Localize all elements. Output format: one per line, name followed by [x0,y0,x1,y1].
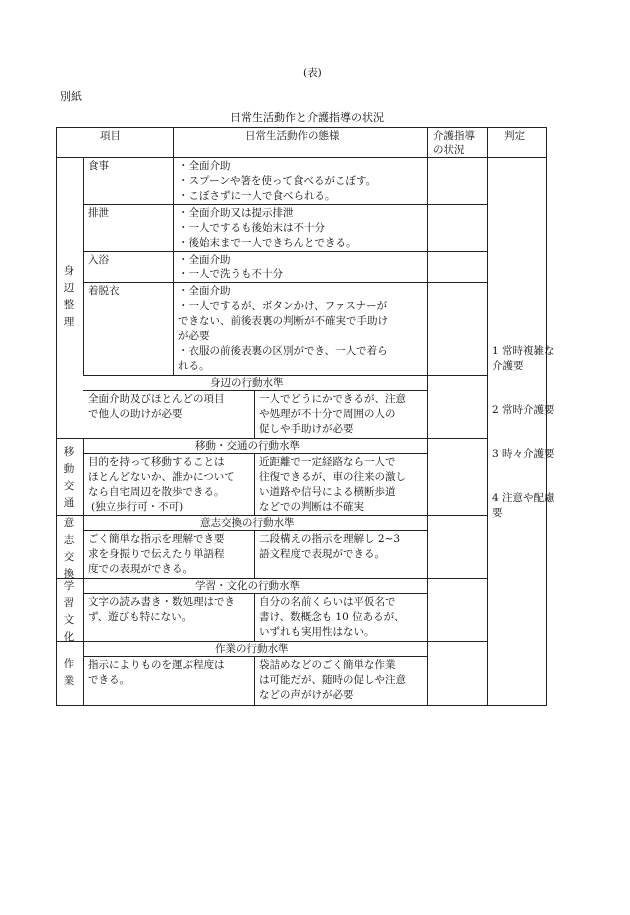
standard-right-line: 一人でどうにかできるが、注意 [259,393,406,405]
col-header-care-2: の状況 [433,144,465,156]
standard-title-gakushu: 学習・文化の行動水準 [195,580,300,592]
row-line: ・一人でするも後始末は不十分 [178,222,325,234]
col-header-item: 項目 [100,130,121,142]
category-ishi: 意 志 交 換 [63,517,75,580]
row-line: ・全面介助 [178,285,231,297]
col-header-care-1: 介護指導 [433,130,475,142]
standard-right-line: 書け、数概念も 10 位あるが、 [259,611,405,623]
standard-left-line: なら自宅周辺を散歩できる。 [88,486,225,498]
standard-right-line: 二段構えの指示を理解し 2~3 [259,533,400,545]
standard-left-line: 度での表現ができる。 [88,563,193,575]
standard-right-line: 自分の名前くらいは平仮名で [259,596,396,608]
category-sagyo: 作 業 [63,658,75,687]
standard-left-line: ほとんどないか、誰かについて [88,471,235,483]
standard-title-sagyo: 作業の行動水準 [215,643,289,655]
row-label-nyuyoku: 入浴 [88,254,109,266]
standard-right-line: や処理が不十分で周囲の人の [259,408,396,420]
standard-right-line: いずれも実用性はない。 [259,626,375,638]
bessi-label: 別紙 [60,90,82,103]
standard-title-shinpen: 身辺の行動水準 [210,377,284,389]
row-line: ・全面介助 [178,254,231,266]
standard-left-line: (独立歩行可・不可) [91,501,184,513]
row-label-shokuji: 食事 [88,160,109,172]
row-line: ・こぼさずに一人で食べられる。 [178,190,336,202]
standard-left-line: 求を身振りで伝えたり単語程 [88,548,225,560]
standard-right-line: などでの判断は不確実 [259,501,364,513]
standard-left-line: 文字の読み書き・数処理はでき [88,596,235,608]
row-label-haisetsu: 排泄 [88,207,109,219]
row-line: ・一人でするが、ボタンかけ、ファスナーが [178,300,388,312]
standard-right-line: 促しや手助けが必要 [259,423,354,435]
standard-left-line: で他人の助けが必要 [88,408,183,420]
standard-left-line: ごく簡単な指示を理解でき要 [88,533,225,545]
category-ido: 移 動 交 通 [63,446,75,509]
standard-left-line: 全面介助及びほとんどの項目 [88,393,225,405]
row-label-chakudatsui: 着脱衣 [88,285,120,297]
standard-right-line: などの声がけが必要 [259,689,354,701]
row-line: ・スプーンや箸を使って食べるがこぼす。 [178,175,377,187]
standard-left-line: できる。 [88,674,130,686]
judgment-4: 4 注意や配慮 [492,492,555,504]
table-title: 日常生活動作と介護指導の状況 [230,111,384,124]
row-line: ・全面介助 [178,160,231,172]
standard-title-ido: 移動・交通の行動水準 [195,440,300,452]
row-line: ・一人で洗うも不十分 [178,268,283,280]
standard-left-line: 指示によりものを運ぶ程度は [88,659,225,671]
paren-title: (表) [303,67,322,79]
row-line: が必要 [178,330,210,342]
judgment-3: 3 時々介護要 [492,448,555,460]
standard-right-line: い道路や信号による横断歩道 [259,486,396,498]
judgment-2: 2 常時介護要 [492,404,555,416]
col-header-judge: 判定 [504,130,525,142]
category-gakushu: 学 習 文 化 [63,580,75,643]
judgment-4-cont: 要 [492,507,503,519]
row-line: できない、前後表裏の判断が不確実で手助け [178,315,388,327]
standard-left-line: 目的を持って移動することは [88,456,225,468]
judgment-1-cont: 介護要 [492,360,524,372]
standard-left-line: ず、遊びも特にない。 [88,611,193,623]
standard-right-line: 往復できるが、車の往来の激し [259,471,406,483]
standard-right-line: は可能だが、随時の促しや注意 [259,674,406,686]
row-line: ・後始末まで一人できちんとできる。 [178,237,357,249]
standard-title-ishi: 意志交換の行動水準 [200,517,295,529]
col-header-aspect: 日常生活動作の態様 [245,130,340,142]
category-shinpen: 身 辺 整 理 [63,265,75,328]
row-line: れる。 [178,360,210,372]
standard-right-line: 近距離で一定経路なら一人で [259,456,396,468]
standard-right-line: 袋詰めなどのごく簡単な作業 [259,659,396,671]
row-line: ・全面介助又は提示排泄 [178,207,294,219]
standard-right-line: 語文程度で表現ができる。 [259,548,385,560]
row-line: ・衣服の前後表裏の区別ができ、一人で着ら [178,345,388,357]
judgment-1: 1 常時複雑な [492,345,555,357]
